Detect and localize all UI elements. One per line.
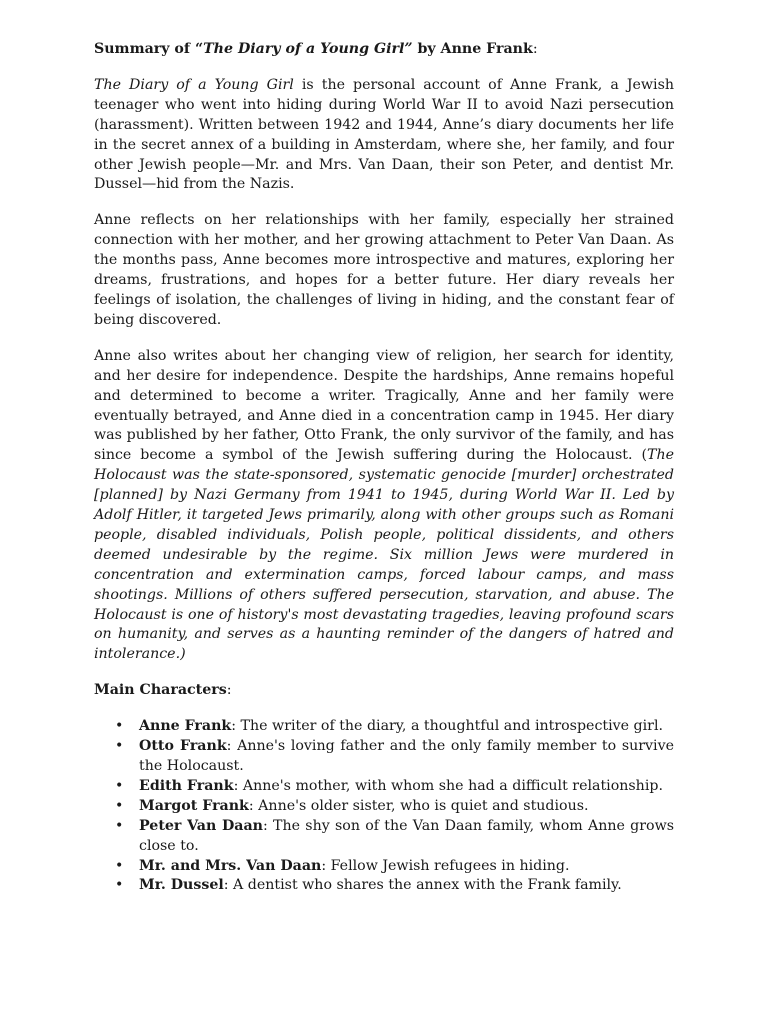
list-item: [94, 717, 674, 737]
title-prefix: Summary of “: [94, 41, 204, 57]
bullet-icon: •: [115, 777, 124, 794]
paragraph-religion: [94, 347, 674, 666]
paragraph-religion-text: Anne also writes about her changing view of religion, her search for identity, and her desire for independence. Despite the hardships, Anne remains hopeful and determined to become a writer. Tragically, Anne and her family were eventually betrayed, and Anne died in a concentration camp in 1945. Her diary was published by her father, Otto Frank, the only survivor of the family, and has since become a symbol of the Jewish suffering during the Holocaust. (: [94, 347, 674, 464]
intro-paragraph: [94, 76, 674, 195]
list-item: [94, 797, 674, 817]
list-item: [94, 737, 674, 777]
title-suffix: by Anne Frank: [412, 41, 533, 57]
title-book: The Diary of a Young Girl”: [203, 41, 413, 57]
holocaust-note: The Holocaust was the state-sponsored, systematic genocide [murder] orchestrated [planned] by Nazi Germany from 1941 to 1945, during World War II. Led by Adolf Hitler, it targeted Jews primarily, along with other groups such as Romani people, disabled individuals, Polish people, political dissidents, and others deemed undesirable by the regime. Six million Jews were murdered in concentration and extermination camps, forced labour camps, and mass shootings. Millions of others suffered persecution, starvation, and abuse. The Holocaust is one of history's most devastating tragedies, leaving profound scars on humanity, and serves as a haunting reminder of the dangers of hatred and intolerance.): [94, 447, 674, 663]
character-desc: : The writer of the diary, a thoughtful and introspective girl.: [231, 718, 663, 735]
character-desc: : Anne's older sister, who is quiet and studious.: [248, 797, 589, 814]
character-desc: : The shy son of the Van Daan family, whom Anne grows close to.: [139, 817, 674, 854]
character-desc: : Anne's mother, with whom she had a difficult relationship.: [233, 777, 663, 794]
intro-text: is the personal account of Anne Frank, a Jewish teenager who went into hiding during World War II to avoid Nazi persecution (harassment). Written between 1942 and 1944, Anne’s diary documents her life in the secret annex of a building in Amsterdam, where she, her family, and four other Jewish people—Mr. and Mrs. Van Daan, their son Peter, and dentist Mr. Dussel—hid from the Nazis.: [94, 76, 675, 193]
characters-heading: Main Characters:: [94, 682, 232, 699]
title-colon: :: [532, 41, 538, 57]
character-desc: : Fellow Jewish refugees in hiding.: [321, 857, 570, 874]
character-name: Edith Frank: [139, 777, 234, 794]
characters-list: [94, 717, 674, 896]
list-item: [94, 857, 674, 877]
bullet-icon: •: [115, 718, 124, 735]
character-name: Peter Van Daan: [139, 817, 263, 834]
character-name: Otto Frank: [139, 738, 227, 755]
document-page: [94, 40, 674, 896]
character-name: Mr. Dussel: [139, 877, 224, 894]
bullet-icon: •: [115, 738, 124, 755]
paragraph-relationships: Anne reflects on her relationships with her family, especially her strained connection with her mother, and her growing attachment to Peter Van Daan. As the months pass, Anne becomes more introspective and matures, exploring her dreams, frustrations, and hopes for a better future. Her diary reveals her feelings of isolation, the challenges of living in hiding, and the constant fear of being discovered.: [94, 212, 674, 328]
intro-book-title: The Diary of a Young Girl: [94, 76, 294, 93]
bullet-icon: •: [115, 857, 124, 874]
character-name: Mr. and Mrs. Van Daan: [139, 857, 322, 874]
characters-heading-label: Main Characters: [94, 682, 227, 699]
character-name: Margot Frank: [139, 797, 249, 814]
bullet-icon: •: [115, 877, 124, 894]
character-desc: : A dentist who shares the annex with the Frank family.: [223, 877, 622, 894]
list-item: [94, 876, 674, 896]
list-item: [94, 777, 674, 797]
character-name: Anne Frank: [139, 718, 232, 735]
bullet-icon: •: [115, 797, 124, 814]
page-title: [94, 40, 674, 60]
list-item: [94, 817, 674, 857]
bullet-icon: •: [115, 817, 124, 834]
character-desc: : Anne's loving father and the only family member to survive the Holocaust.: [139, 738, 674, 774]
